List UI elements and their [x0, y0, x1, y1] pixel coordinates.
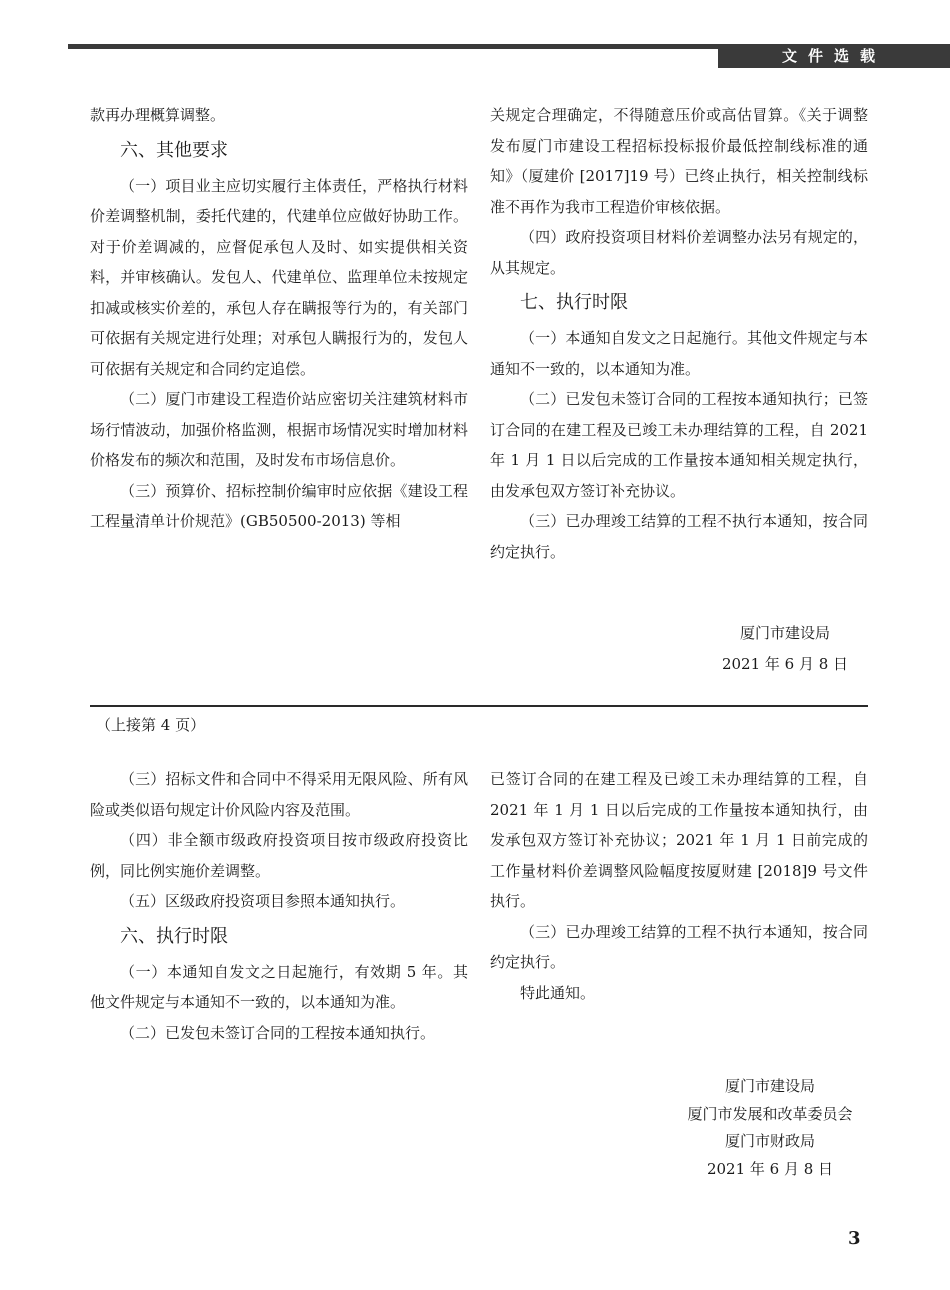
paragraph: （二）已发包未签订合同的工程按本通知执行。 — [120, 1023, 436, 1042]
signature-date: 2021 年 6 月 8 日 — [721, 654, 849, 673]
paragraph-continued: 已签订合同的在建工程及已竣工未办理结算的工程，自 2021 年 1 月 1 日以后完成的工作量按本通知执行，由发承包双方签订补充协议；2021 年 1 月 1 日前完成的工作量材料价差调整风险幅度按厦财建 [2018]9 号文件执行。 — [490, 770, 868, 910]
paragraph: （三）招标文件和合同中不得采用无限风险、所有风险或类似语句规定计价风险内容及范围。 — [90, 770, 468, 819]
lower-left-column — [90, 764, 468, 1048]
continued-note: （上接第 4 页） — [96, 716, 206, 734]
paragraph: （一）项目业主应切实履行主体责任，严格执行材料价差调整机制，委托代建的，代建单位应做好协助工作。对于价差调减的，应督促承包人及时、如实提供相关资料，并审核确认。发包人、代建单位、监理单位未按规定扣减或核实价差的，承包人存在瞒报等行为的，有关部门可依据有关规定进行处理；对承包人瞒报行为的，发包人可依据有关规定和合同约定追偿。 — [90, 176, 468, 378]
paragraph: （二）已发包未签订合同的工程按本通知执行；已签订合同的在建工程及已竣工未办理结算的工程，自 2021 年 1 月 1 日以后完成的工作量按本通知相关规定执行，由发承包双方签订补充协议。 — [490, 390, 868, 500]
signature-issuer: 厦门市建设局 — [739, 624, 830, 642]
paragraph: （四）非全额市级政府投资项目按市级政府投资比例，同比例实施价差调整。 — [90, 831, 468, 880]
paragraph: （三）预算价、招标控制价编审时应依据《建设工程工程量清单计价规范》(GB50500-2013) 等相 — [90, 481, 468, 530]
paragraph: （三）已办理竣工结算的工程不执行本通知，按合同约定执行。 — [490, 922, 868, 971]
paragraph: （三）已办理竣工结算的工程不执行本通知，按合同约定执行。 — [490, 512, 868, 561]
upper-left-column — [90, 100, 468, 537]
section-label: 文件选载 — [718, 44, 950, 68]
page-number: 3 — [848, 1228, 861, 1249]
signature-issuer: 厦门市建设局 — [724, 1077, 815, 1095]
paragraph: （一）本通知自发文之日起施行。其他文件规定与本通知不一致的，以本通知为准。 — [490, 329, 868, 378]
paragraph: （五）区级政府投资项目参照本通知执行。 — [120, 892, 406, 910]
signature-issuer: 厦门市发展和改革委员会 — [687, 1104, 853, 1123]
paragraph-continued: 款再办理概算调整。 — [90, 106, 226, 124]
signature-date: 2021 年 6 月 8 日 — [706, 1159, 834, 1178]
paragraph: （四）政府投资项目材料价差调整办法另有规定的，从其规定。 — [490, 228, 868, 277]
upper-signature — [700, 618, 870, 679]
paragraph: 特此通知。 — [520, 983, 596, 1002]
paragraph: （二）厦门市建设工程造价站应密切关注建筑材料市场行情波动，加强价格监测，根据市场情况实时增加材料价格发布的频次和范围，及时发布市场信息价。 — [90, 390, 468, 469]
section-heading: 六、其他要求 — [120, 139, 228, 161]
lower-right-column — [490, 764, 868, 1008]
upper-right-column — [490, 100, 868, 567]
paragraph: （一）本通知自发文之日起施行，有效期 5 年。其他文件规定与本通知不一致的，以本通知为准。 — [90, 962, 468, 1011]
lower-signature — [660, 1073, 880, 1183]
paragraph-continued: 关规定合理确定，不得随意压价或高估冒算。《关于调整发布厦门市建设工程招标投标报价最低控制线标准的通知》（厦建价 [2017]19 号）已终止执行，相关控制线标准不再作为我市工程造价审核依据。 — [490, 106, 868, 216]
section-heading: 七、执行时限 — [520, 292, 628, 313]
section-heading: 六、执行时限 — [120, 925, 228, 947]
divider-rule — [90, 705, 868, 707]
signature-issuer: 厦门市财政局 — [724, 1132, 815, 1150]
